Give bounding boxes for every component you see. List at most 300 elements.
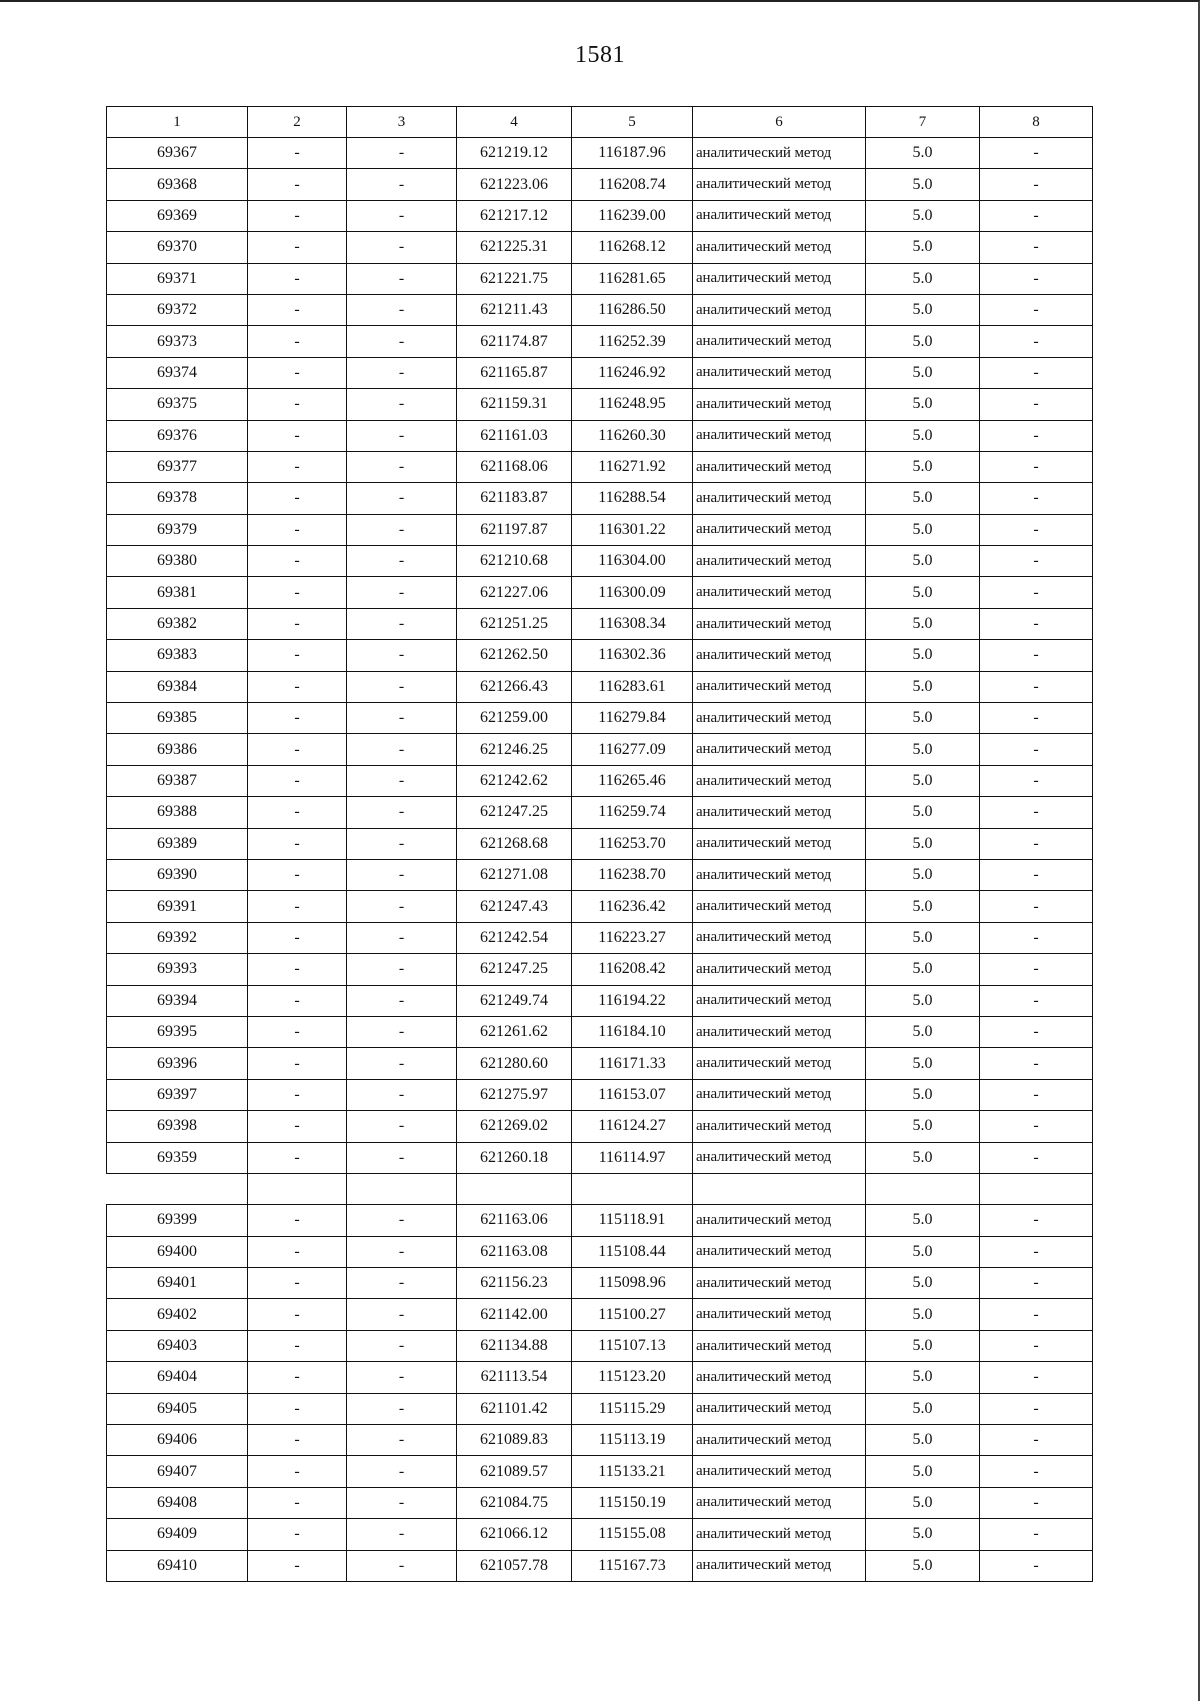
cell-col-8: - bbox=[980, 1268, 1093, 1299]
cell-accuracy: 5.0 bbox=[866, 797, 980, 828]
cell-col-2: - bbox=[248, 232, 347, 263]
cell-coord-x: 621217.12 bbox=[457, 200, 572, 231]
table-row bbox=[107, 483, 1093, 514]
cell-col-8: - bbox=[980, 891, 1093, 922]
cell-point-number bbox=[107, 1173, 248, 1204]
cell-point-number: 69382 bbox=[107, 608, 248, 639]
cell-coord-y: 115133.21 bbox=[572, 1456, 693, 1487]
cell-col-2: - bbox=[248, 1425, 347, 1456]
cell-method: аналитический метод bbox=[693, 1425, 866, 1456]
table-row bbox=[107, 954, 1093, 985]
cell-coord-x: 621247.25 bbox=[457, 954, 572, 985]
cell-coord-y: 116223.27 bbox=[572, 922, 693, 953]
table-row bbox=[107, 1268, 1093, 1299]
cell-accuracy: 5.0 bbox=[866, 1048, 980, 1079]
table-row bbox=[107, 703, 1093, 734]
cell-coord-x: 621134.88 bbox=[457, 1330, 572, 1361]
table-row bbox=[107, 1330, 1093, 1361]
table-row bbox=[107, 169, 1093, 200]
cell-col-3: - bbox=[347, 1048, 457, 1079]
cell-col-2: - bbox=[248, 828, 347, 859]
cell-col-2: - bbox=[248, 765, 347, 796]
table-row bbox=[107, 1079, 1093, 1110]
cell-accuracy: 5.0 bbox=[866, 577, 980, 608]
cell-coord-y: 116271.92 bbox=[572, 451, 693, 482]
table-row bbox=[107, 357, 1093, 388]
cell-method: аналитический метод bbox=[693, 1048, 866, 1079]
cell-point-number: 69384 bbox=[107, 671, 248, 702]
cell-coord-y: 116153.07 bbox=[572, 1079, 693, 1110]
cell-method: аналитический метод bbox=[693, 922, 866, 953]
cell-col-8: - bbox=[980, 1456, 1093, 1487]
cell-method: аналитический метод bbox=[693, 703, 866, 734]
cell-col-3: - bbox=[347, 294, 457, 325]
cell-coord-y: 115155.08 bbox=[572, 1519, 693, 1550]
cell-col-8: - bbox=[980, 1393, 1093, 1424]
cell-point-number: 69397 bbox=[107, 1079, 248, 1110]
cell-coord-x: 621268.68 bbox=[457, 828, 572, 859]
cell-accuracy: 5.0 bbox=[866, 1268, 980, 1299]
cell-coord-x: 621219.12 bbox=[457, 138, 572, 169]
cell-coord-x: 621057.78 bbox=[457, 1550, 572, 1581]
table-row bbox=[107, 1425, 1093, 1456]
cell-col-8: - bbox=[980, 797, 1093, 828]
cell-accuracy: 5.0 bbox=[866, 232, 980, 263]
table-row bbox=[107, 1393, 1093, 1424]
cell-accuracy bbox=[866, 1173, 980, 1204]
cell-accuracy: 5.0 bbox=[866, 483, 980, 514]
cell-method: аналитический метод bbox=[693, 828, 866, 859]
cell-col-8: - bbox=[980, 1487, 1093, 1518]
cell-col-3: - bbox=[347, 514, 457, 545]
cell-method: аналитический метод bbox=[693, 1205, 866, 1236]
cell-point-number: 69375 bbox=[107, 389, 248, 420]
cell-col-3: - bbox=[347, 1205, 457, 1236]
cell-accuracy: 5.0 bbox=[866, 1393, 980, 1424]
cell-accuracy: 5.0 bbox=[866, 1362, 980, 1393]
cell-point-number: 69410 bbox=[107, 1550, 248, 1581]
cell-accuracy: 5.0 bbox=[866, 389, 980, 420]
cell-coord-x: 621101.42 bbox=[457, 1393, 572, 1424]
cell-coord-y: 116268.12 bbox=[572, 232, 693, 263]
cell-method: аналитический метод bbox=[693, 1016, 866, 1047]
cell-col-8: - bbox=[980, 922, 1093, 953]
cell-point-number: 69389 bbox=[107, 828, 248, 859]
cell-method: аналитический метод bbox=[693, 765, 866, 796]
cell-point-number: 69377 bbox=[107, 451, 248, 482]
cell-method: аналитический метод bbox=[693, 169, 866, 200]
table-row bbox=[107, 797, 1093, 828]
cell-point-number: 69370 bbox=[107, 232, 248, 263]
cell-col-8: - bbox=[980, 514, 1093, 545]
cell-coord-y: 116265.46 bbox=[572, 765, 693, 796]
cell-col-2: - bbox=[248, 1456, 347, 1487]
table-row bbox=[107, 1016, 1093, 1047]
cell-col-3: - bbox=[347, 200, 457, 231]
cell-accuracy: 5.0 bbox=[866, 420, 980, 451]
cell-method: аналитический метод bbox=[693, 859, 866, 890]
cell-coord-x: 621271.08 bbox=[457, 859, 572, 890]
table-row bbox=[107, 640, 1093, 671]
cell-col-8: - bbox=[980, 1330, 1093, 1361]
cell-col-3: - bbox=[347, 357, 457, 388]
cell-col-2: - bbox=[248, 1362, 347, 1393]
cell-coord-x: 621165.87 bbox=[457, 357, 572, 388]
cell-col-8: - bbox=[980, 1236, 1093, 1267]
table-row bbox=[107, 546, 1093, 577]
table-row bbox=[107, 389, 1093, 420]
cell-point-number: 69398 bbox=[107, 1111, 248, 1142]
cell-accuracy: 5.0 bbox=[866, 1487, 980, 1518]
cell-coord-y: 116308.34 bbox=[572, 608, 693, 639]
table-row bbox=[107, 294, 1093, 325]
cell-coord-x: 621247.25 bbox=[457, 797, 572, 828]
cell-accuracy: 5.0 bbox=[866, 1330, 980, 1361]
cell-point-number: 69401 bbox=[107, 1268, 248, 1299]
cell-coord-y: 116253.70 bbox=[572, 828, 693, 859]
cell-col-3: - bbox=[347, 985, 457, 1016]
cell-method: аналитический метод bbox=[693, 734, 866, 765]
cell-coord-y: 115108.44 bbox=[572, 1236, 693, 1267]
cell-coord-x: 621275.97 bbox=[457, 1079, 572, 1110]
cell-col-2: - bbox=[248, 1330, 347, 1361]
table-row bbox=[107, 451, 1093, 482]
cell-col-2: - bbox=[248, 1393, 347, 1424]
cell-point-number: 69380 bbox=[107, 546, 248, 577]
cell-coord-y: 116194.22 bbox=[572, 985, 693, 1016]
table-row bbox=[107, 1299, 1093, 1330]
cell-accuracy: 5.0 bbox=[866, 1425, 980, 1456]
cell-coord-y: 115113.19 bbox=[572, 1425, 693, 1456]
cell-method: аналитический метод bbox=[693, 1236, 866, 1267]
cell-col-2: - bbox=[248, 1236, 347, 1267]
cell-coord-y: 115118.91 bbox=[572, 1205, 693, 1236]
table-body bbox=[107, 107, 1093, 1582]
cell-col-3: - bbox=[347, 1299, 457, 1330]
table-row bbox=[107, 1519, 1093, 1550]
cell-col-2: - bbox=[248, 891, 347, 922]
cell-method: аналитический метод bbox=[693, 263, 866, 294]
cell-accuracy: 5.0 bbox=[866, 294, 980, 325]
cell-coord-y: 116259.74 bbox=[572, 797, 693, 828]
cell-coord-y bbox=[572, 1173, 693, 1204]
cell-col-3: - bbox=[347, 1456, 457, 1487]
header-row bbox=[107, 107, 1093, 138]
cell-col-2: - bbox=[248, 451, 347, 482]
cell-col-3: - bbox=[347, 797, 457, 828]
cell-point-number: 69408 bbox=[107, 1487, 248, 1518]
separator-row bbox=[107, 1173, 1093, 1204]
cell-point-number: 69378 bbox=[107, 483, 248, 514]
cell-coord-x: 621210.68 bbox=[457, 546, 572, 577]
cell-accuracy: 5.0 bbox=[866, 891, 980, 922]
cell-coord-y: 116300.09 bbox=[572, 577, 693, 608]
cell-col-8: - bbox=[980, 734, 1093, 765]
cell-col-8: - bbox=[980, 326, 1093, 357]
cell-method: аналитический метод bbox=[693, 483, 866, 514]
cell-col-2: - bbox=[248, 514, 347, 545]
cell-col-8: - bbox=[980, 200, 1093, 231]
cell-coord-x: 621163.06 bbox=[457, 1205, 572, 1236]
cell-accuracy: 5.0 bbox=[866, 326, 980, 357]
cell-method: аналитический метод bbox=[693, 451, 866, 482]
cell-col-8: - bbox=[980, 985, 1093, 1016]
cell-method: аналитический метод bbox=[693, 420, 866, 451]
cell-method bbox=[693, 1173, 866, 1204]
table-row bbox=[107, 1236, 1093, 1267]
header-cell: 4 bbox=[457, 107, 572, 138]
cell-point-number: 69402 bbox=[107, 1299, 248, 1330]
cell-coord-y: 115100.27 bbox=[572, 1299, 693, 1330]
cell-col-8: - bbox=[980, 389, 1093, 420]
cell-coord-x: 621089.57 bbox=[457, 1456, 572, 1487]
cell-coord-y: 116277.09 bbox=[572, 734, 693, 765]
cell-col-2: - bbox=[248, 577, 347, 608]
cell-col-3: - bbox=[347, 765, 457, 796]
cell-coord-x bbox=[457, 1173, 572, 1204]
cell-method: аналитический метод bbox=[693, 138, 866, 169]
cell-col-8: - bbox=[980, 138, 1093, 169]
cell-col-3: - bbox=[347, 1111, 457, 1142]
cell-method: аналитический метод bbox=[693, 326, 866, 357]
cell-coord-x: 621269.02 bbox=[457, 1111, 572, 1142]
cell-method: аналитический метод bbox=[693, 389, 866, 420]
cell-point-number: 69406 bbox=[107, 1425, 248, 1456]
cell-point-number: 69388 bbox=[107, 797, 248, 828]
cell-col-2: - bbox=[248, 671, 347, 702]
cell-col-8: - bbox=[980, 420, 1093, 451]
cell-coord-y: 116281.65 bbox=[572, 263, 693, 294]
cell-coord-y: 116304.00 bbox=[572, 546, 693, 577]
cell-col-8: - bbox=[980, 1362, 1093, 1393]
header-cell: 6 bbox=[693, 107, 866, 138]
cell-method: аналитический метод bbox=[693, 1550, 866, 1581]
cell-col-3: - bbox=[347, 1268, 457, 1299]
cell-coord-x: 621261.62 bbox=[457, 1016, 572, 1047]
table-row bbox=[107, 577, 1093, 608]
cell-col-2: - bbox=[248, 1268, 347, 1299]
cell-col-3: - bbox=[347, 546, 457, 577]
cell-col-8: - bbox=[980, 859, 1093, 890]
cell-coord-y: 115098.96 bbox=[572, 1268, 693, 1299]
cell-method: аналитический метод bbox=[693, 357, 866, 388]
cell-col-2: - bbox=[248, 263, 347, 294]
cell-coord-x: 621089.83 bbox=[457, 1425, 572, 1456]
cell-point-number: 69383 bbox=[107, 640, 248, 671]
coordinates-table bbox=[106, 106, 1093, 1582]
cell-col-2: - bbox=[248, 1487, 347, 1518]
cell-coord-y: 116114.97 bbox=[572, 1142, 693, 1173]
cell-coord-y: 115167.73 bbox=[572, 1550, 693, 1581]
cell-coord-x: 621262.50 bbox=[457, 640, 572, 671]
table-row bbox=[107, 1487, 1093, 1518]
cell-accuracy: 5.0 bbox=[866, 451, 980, 482]
cell-method: аналитический метод bbox=[693, 294, 866, 325]
cell-coord-x: 621225.31 bbox=[457, 232, 572, 263]
cell-col-3: - bbox=[347, 326, 457, 357]
cell-accuracy: 5.0 bbox=[866, 546, 980, 577]
cell-col-8: - bbox=[980, 546, 1093, 577]
cell-coord-y: 116187.96 bbox=[572, 138, 693, 169]
cell-coord-y: 115123.20 bbox=[572, 1362, 693, 1393]
cell-coord-x: 621249.74 bbox=[457, 985, 572, 1016]
cell-coord-y: 115115.29 bbox=[572, 1393, 693, 1424]
cell-coord-x: 621259.00 bbox=[457, 703, 572, 734]
cell-coord-x: 621280.60 bbox=[457, 1048, 572, 1079]
cell-col-3: - bbox=[347, 232, 457, 263]
cell-col-3: - bbox=[347, 169, 457, 200]
table-row bbox=[107, 828, 1093, 859]
cell-coord-y: 116171.33 bbox=[572, 1048, 693, 1079]
cell-accuracy: 5.0 bbox=[866, 671, 980, 702]
cell-col-2: - bbox=[248, 326, 347, 357]
cell-coord-y: 116236.42 bbox=[572, 891, 693, 922]
cell-col-2: - bbox=[248, 1142, 347, 1173]
cell-col-2: - bbox=[248, 1205, 347, 1236]
cell-col-8: - bbox=[980, 1550, 1093, 1581]
cell-col-2: - bbox=[248, 797, 347, 828]
cell-coord-x: 621266.43 bbox=[457, 671, 572, 702]
header-cell: 1 bbox=[107, 107, 248, 138]
cell-col-2 bbox=[248, 1173, 347, 1204]
cell-accuracy: 5.0 bbox=[866, 169, 980, 200]
cell-col-2: - bbox=[248, 703, 347, 734]
cell-method: аналитический метод bbox=[693, 608, 866, 639]
cell-coord-y: 116184.10 bbox=[572, 1016, 693, 1047]
cell-col-8: - bbox=[980, 1519, 1093, 1550]
cell-col-2: - bbox=[248, 985, 347, 1016]
cell-point-number: 69404 bbox=[107, 1362, 248, 1393]
cell-col-8: - bbox=[980, 357, 1093, 388]
cell-col-3: - bbox=[347, 1362, 457, 1393]
table-row bbox=[107, 1550, 1093, 1581]
cell-point-number: 69374 bbox=[107, 357, 248, 388]
cell-coord-x: 621168.06 bbox=[457, 451, 572, 482]
cell-col-2: - bbox=[248, 608, 347, 639]
cell-coord-x: 621211.43 bbox=[457, 294, 572, 325]
cell-accuracy: 5.0 bbox=[866, 828, 980, 859]
cell-accuracy: 5.0 bbox=[866, 734, 980, 765]
cell-col-8: - bbox=[980, 577, 1093, 608]
cell-coord-x: 621223.06 bbox=[457, 169, 572, 200]
cell-point-number: 69386 bbox=[107, 734, 248, 765]
cell-coord-x: 621227.06 bbox=[457, 577, 572, 608]
table-row bbox=[107, 1362, 1093, 1393]
cell-col-2: - bbox=[248, 1299, 347, 1330]
cell-coord-y: 116124.27 bbox=[572, 1111, 693, 1142]
cell-col-8: - bbox=[980, 232, 1093, 263]
cell-col-8: - bbox=[980, 1048, 1093, 1079]
cell-col-2: - bbox=[248, 640, 347, 671]
cell-coord-x: 621174.87 bbox=[457, 326, 572, 357]
cell-col-3: - bbox=[347, 138, 457, 169]
cell-accuracy: 5.0 bbox=[866, 357, 980, 388]
cell-col-2: - bbox=[248, 546, 347, 577]
cell-col-3: - bbox=[347, 1236, 457, 1267]
cell-accuracy: 5.0 bbox=[866, 985, 980, 1016]
cell-method: аналитический метод bbox=[693, 232, 866, 263]
cell-col-2: - bbox=[248, 922, 347, 953]
cell-coord-x: 621260.18 bbox=[457, 1142, 572, 1173]
cell-col-2: - bbox=[248, 169, 347, 200]
cell-coord-x: 621161.03 bbox=[457, 420, 572, 451]
cell-coord-x: 621247.43 bbox=[457, 891, 572, 922]
cell-coord-y: 116208.74 bbox=[572, 169, 693, 200]
cell-coord-x: 621159.31 bbox=[457, 389, 572, 420]
cell-col-3: - bbox=[347, 483, 457, 514]
cell-point-number: 69376 bbox=[107, 420, 248, 451]
cell-accuracy: 5.0 bbox=[866, 765, 980, 796]
cell-coord-x: 621084.75 bbox=[457, 1487, 572, 1518]
cell-accuracy: 5.0 bbox=[866, 608, 980, 639]
cell-coord-x: 621246.25 bbox=[457, 734, 572, 765]
cell-accuracy: 5.0 bbox=[866, 1016, 980, 1047]
cell-method: аналитический метод bbox=[693, 640, 866, 671]
cell-point-number: 69372 bbox=[107, 294, 248, 325]
cell-accuracy: 5.0 bbox=[866, 954, 980, 985]
table-row bbox=[107, 891, 1093, 922]
cell-coord-x: 621251.25 bbox=[457, 608, 572, 639]
header-cell: 3 bbox=[347, 107, 457, 138]
table-row bbox=[107, 326, 1093, 357]
cell-col-3: - bbox=[347, 420, 457, 451]
cell-col-2: - bbox=[248, 138, 347, 169]
cell-col-3: - bbox=[347, 640, 457, 671]
cell-col-3: - bbox=[347, 451, 457, 482]
cell-method: аналитический метод bbox=[693, 985, 866, 1016]
table-row bbox=[107, 671, 1093, 702]
cell-col-3: - bbox=[347, 734, 457, 765]
cell-col-8: - bbox=[980, 1111, 1093, 1142]
cell-point-number: 69400 bbox=[107, 1236, 248, 1267]
cell-point-number: 69368 bbox=[107, 169, 248, 200]
cell-point-number: 69395 bbox=[107, 1016, 248, 1047]
cell-col-3: - bbox=[347, 1016, 457, 1047]
cell-method: аналитический метод bbox=[693, 1487, 866, 1518]
page-number: 1581 bbox=[575, 42, 625, 68]
cell-accuracy: 5.0 bbox=[866, 514, 980, 545]
cell-method: аналитический метод bbox=[693, 577, 866, 608]
table-row bbox=[107, 922, 1093, 953]
cell-col-8: - bbox=[980, 765, 1093, 796]
cell-coord-x: 621221.75 bbox=[457, 263, 572, 294]
cell-col-8: - bbox=[980, 954, 1093, 985]
cell-coord-y: 116288.54 bbox=[572, 483, 693, 514]
header-cell: 5 bbox=[572, 107, 693, 138]
cell-accuracy: 5.0 bbox=[866, 859, 980, 890]
table-row bbox=[107, 608, 1093, 639]
cell-col-3: - bbox=[347, 1519, 457, 1550]
cell-col-3: - bbox=[347, 263, 457, 294]
cell-coord-x: 621066.12 bbox=[457, 1519, 572, 1550]
cell-coord-y: 116302.36 bbox=[572, 640, 693, 671]
cell-point-number: 69409 bbox=[107, 1519, 248, 1550]
cell-col-3: - bbox=[347, 1550, 457, 1581]
cell-accuracy: 5.0 bbox=[866, 1079, 980, 1110]
cell-col-2: - bbox=[248, 294, 347, 325]
cell-method: аналитический метод bbox=[693, 1111, 866, 1142]
cell-method: аналитический метод bbox=[693, 1393, 866, 1424]
cell-method: аналитический метод bbox=[693, 546, 866, 577]
cell-col-8: - bbox=[980, 294, 1093, 325]
table-row bbox=[107, 420, 1093, 451]
table-row bbox=[107, 1456, 1093, 1487]
cell-point-number: 69359 bbox=[107, 1142, 248, 1173]
cell-coord-y: 116260.30 bbox=[572, 420, 693, 451]
cell-point-number: 69367 bbox=[107, 138, 248, 169]
table-row bbox=[107, 1142, 1093, 1173]
cell-accuracy: 5.0 bbox=[866, 1299, 980, 1330]
